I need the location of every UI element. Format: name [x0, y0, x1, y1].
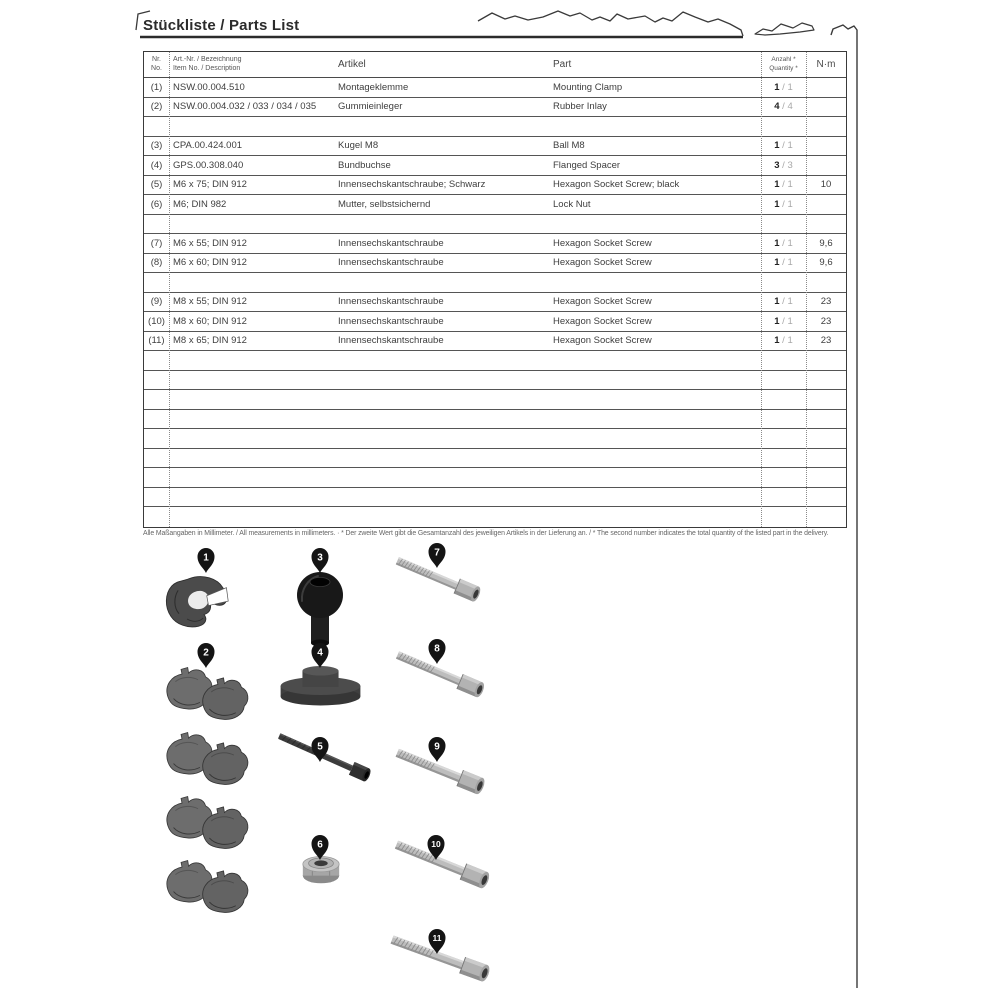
rubber-inlay-figure-2: [162, 724, 252, 795]
tear-fragment: [755, 23, 814, 35]
header-torque: N·m: [816, 59, 836, 70]
marker-number: 1: [203, 552, 209, 564]
footnote: Alle Maßangaben in Millimeter. / All measurements in millimeters. · * Der zweite Wert gibt die Gesamtanzahl des jeweiligen Artikels in der Lieferung an. / * The second number indicates the total quantity of the listed part in the delivery.: [143, 530, 829, 537]
rubber-inlay-image: [162, 852, 252, 918]
rubber-inlay-image: [162, 724, 252, 790]
mounting-clamp-image: [162, 571, 247, 633]
column-divider: [169, 52, 170, 527]
item-marker-9: [427, 736, 447, 763]
item-marker-8: [427, 638, 447, 665]
table-row: [144, 215, 846, 235]
header-part: Part: [553, 59, 572, 70]
marker-number: 7: [434, 547, 440, 559]
table-row: (7) M6 x 55; DIN 912 Innensechskantschraube Hexagon Socket Screw 1 / 1 9,6: [144, 234, 846, 254]
item-marker-3: [310, 547, 330, 574]
parts-table: [143, 51, 847, 528]
table-row: [144, 371, 846, 391]
mounting-clamp-figure: [162, 571, 247, 638]
table-row: [144, 488, 846, 508]
table-row: (2) NSW.00.004.032 / 033 / 034 / 035 Gummieinleger Rubber Inlay 4 / 4: [144, 98, 846, 118]
table-row: (6) M6; DIN 982 Mutter, selbstsichernd Lock Nut 1 / 1: [144, 195, 846, 215]
rubber-inlay-image: [162, 788, 252, 854]
item-marker-7: [427, 542, 447, 569]
marker-number: 8: [434, 643, 440, 655]
rubber-inlay-figure-3: [162, 788, 252, 859]
tear-line: [478, 11, 743, 36]
table-row: [144, 468, 846, 488]
table-row: [144, 429, 846, 449]
parts-table-body: [144, 78, 846, 527]
column-divider: [761, 52, 762, 527]
item-marker-11: [427, 928, 447, 955]
marker-number: 6: [317, 839, 323, 851]
table-row: [144, 410, 846, 430]
table-row: [144, 449, 846, 469]
rubber-inlay-figure-4: [162, 852, 252, 923]
ball-m8-image: [296, 571, 344, 651]
header-item-no: Art.-Nr. / Bezeichnung Item No. / Description: [173, 55, 242, 72]
item-marker-5: [310, 736, 330, 763]
table-row: [144, 117, 846, 137]
marker-number: 9: [434, 741, 440, 753]
table-row: (1) NSW.00.004.510 Montageklemme Mounting Clamp 1 / 1: [144, 78, 846, 98]
item-marker-1: [196, 547, 216, 574]
flanged-spacer-figure: [273, 664, 368, 713]
item-marker-2: [196, 642, 216, 669]
table-row: [144, 273, 846, 293]
table-row: (3) CPA.00.424.001 Kugel M8 Ball M8 1 / 1: [144, 137, 846, 157]
item-marker-6: [310, 834, 330, 861]
marker-number: 3: [317, 552, 323, 564]
table-header: [144, 52, 846, 78]
table-row: (10) M8 x 60; DIN 912 Innensechskantschraube Hexagon Socket Screw 1 / 1 23: [144, 312, 846, 332]
table-row: [144, 351, 846, 371]
table-row: (11) M8 x 65; DIN 912 Innensechskantschraube Hexagon Socket Screw 1 / 1 23: [144, 332, 846, 352]
item-marker-4: [310, 642, 330, 669]
item-marker-10: [426, 834, 446, 861]
header-quantity: Anzahl * Quantity *: [769, 56, 798, 72]
table-row: (8) M6 x 60; DIN 912 Innensechskantschraube Hexagon Socket Screw 1 / 1 9,6: [144, 254, 846, 274]
marker-number: 2: [203, 647, 209, 659]
marker-number: 4: [317, 647, 323, 659]
table-row: (4) GPS.00.308.040 Bundbuchse Flanged Spacer 3 / 3: [144, 156, 846, 176]
table-row: [144, 390, 846, 410]
header-artikel: Artikel: [338, 59, 366, 70]
marker-number: 5: [317, 741, 323, 753]
rubber-inlay-figure-1: [162, 659, 252, 730]
table-row: [144, 507, 846, 527]
header-nr: Nr. No.: [151, 55, 162, 72]
table-row: (5) M6 x 75; DIN 912 Innensechskantschraube; Schwarz Hexagon Socket Screw; black 1 / 1 10: [144, 176, 846, 196]
page-title: Stückliste / Parts List: [143, 17, 300, 34]
socket-screw-figure-7: [393, 566, 483, 595]
flanged-spacer-image: [273, 664, 368, 708]
socket-screw-figure-8: [393, 661, 487, 690]
marker-number: 10: [431, 839, 441, 849]
table-row: (9) M8 x 55; DIN 912 Innensechskantschraube Hexagon Socket Screw 1 / 1 23: [144, 293, 846, 313]
marker-number: 11: [432, 933, 442, 943]
column-divider: [806, 52, 807, 527]
